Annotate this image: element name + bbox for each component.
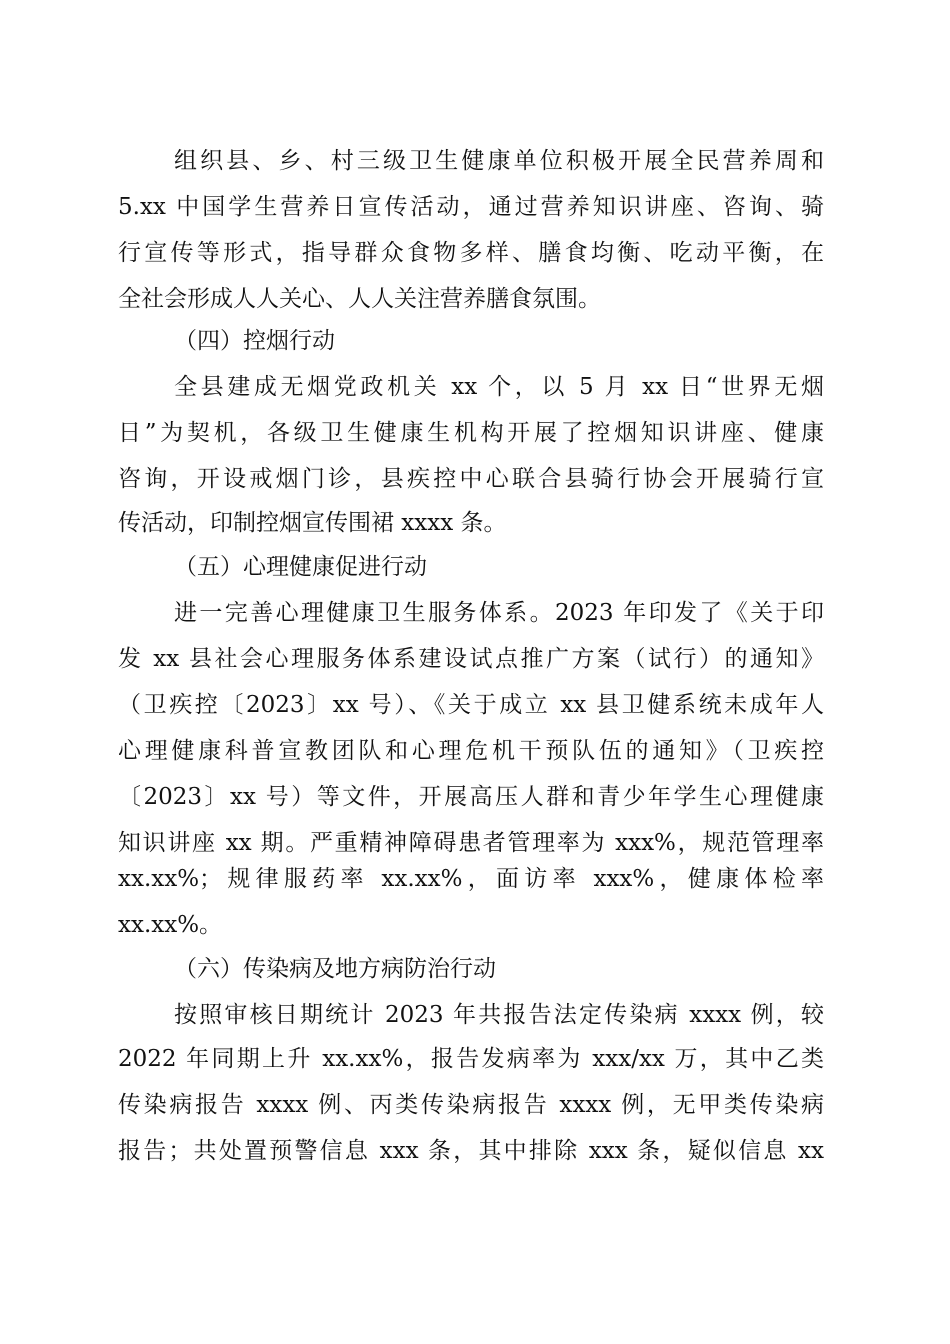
paragraph-line: 组织县、乡、村三级卫生健康单位积极开展全民营养周和 <box>174 148 824 174</box>
paragraph-line: 发 xx 县社会心理服务体系建设试点推广方案（试行）的通知》 <box>118 646 824 672</box>
paragraph-line: 知识讲座 xx 期。严重精神障碍患者管理率为 xxx%，规范管理率 <box>118 830 824 856</box>
paragraph-line: 5.xx 中国学生营养日宣传活动，通过营养知识讲座、咨询、骑 <box>118 194 824 220</box>
paragraph-line: xx.xx%；规律服药率 xx.xx%，面访率 xxx%，健康体检率 <box>118 866 824 892</box>
paragraph-line: 传染病报告 xxxx 例、丙类传染病报告 xxxx 例，无甲类传染病 <box>118 1092 824 1118</box>
paragraph-line: 日”为契机，各级卫生健康生机构开展了控烟知识讲座、健康 <box>118 420 824 446</box>
paragraph-line: 进一完善心理健康卫生服务体系。2023 年印发了《关于印 <box>174 600 824 626</box>
paragraph-line: （卫疾控〔2023〕xx 号）、《关于成立 xx 县卫健系统未成年人 <box>118 692 824 718</box>
section-heading: （六）传染病及地方病防治行动 <box>174 956 496 982</box>
paragraph-line: 心理健康科普宣教团队和心理危机干预队伍的通知》（卫疾控 <box>118 738 824 764</box>
section-heading: （五）心理健康促进行动 <box>174 554 427 580</box>
paragraph-line: 全社会形成人人关心、人人关注营养膳食氛围。 <box>118 286 601 312</box>
paragraph-line: 咨询，开设戒烟门诊，县疾控中心联合县骑行协会开展骑行宣 <box>118 466 824 492</box>
paragraph-line: 行宣传等形式，指导群众食物多样、膳食均衡、吃动平衡，在 <box>118 240 824 266</box>
paragraph-line: xx.xx%。 <box>118 912 223 938</box>
section-heading: （四）控烟行动 <box>174 328 335 354</box>
paragraph-line: 按照审核日期统计 2023 年共报告法定传染病 xxxx 例，较 <box>174 1002 824 1028</box>
paragraph-line: 2022 年同期上升 xx.xx%，报告发病率为 xxx/xx 万，其中乙类 <box>118 1046 824 1072</box>
paragraph-line: 〔2023〕xx 号）等文件，开展高压人群和青少年学生心理健康 <box>118 784 824 810</box>
paragraph-line: 传活动，印制控烟宣传围裙 xxxx 条。 <box>118 510 507 536</box>
paragraph-line: 报告；共处置预警信息 xxx 条，其中排除 xxx 条，疑似信息 xx <box>118 1138 824 1164</box>
paragraph-line: 全县建成无烟党政机关 xx 个，以 5 月 xx 日“世界无烟 <box>174 374 824 400</box>
